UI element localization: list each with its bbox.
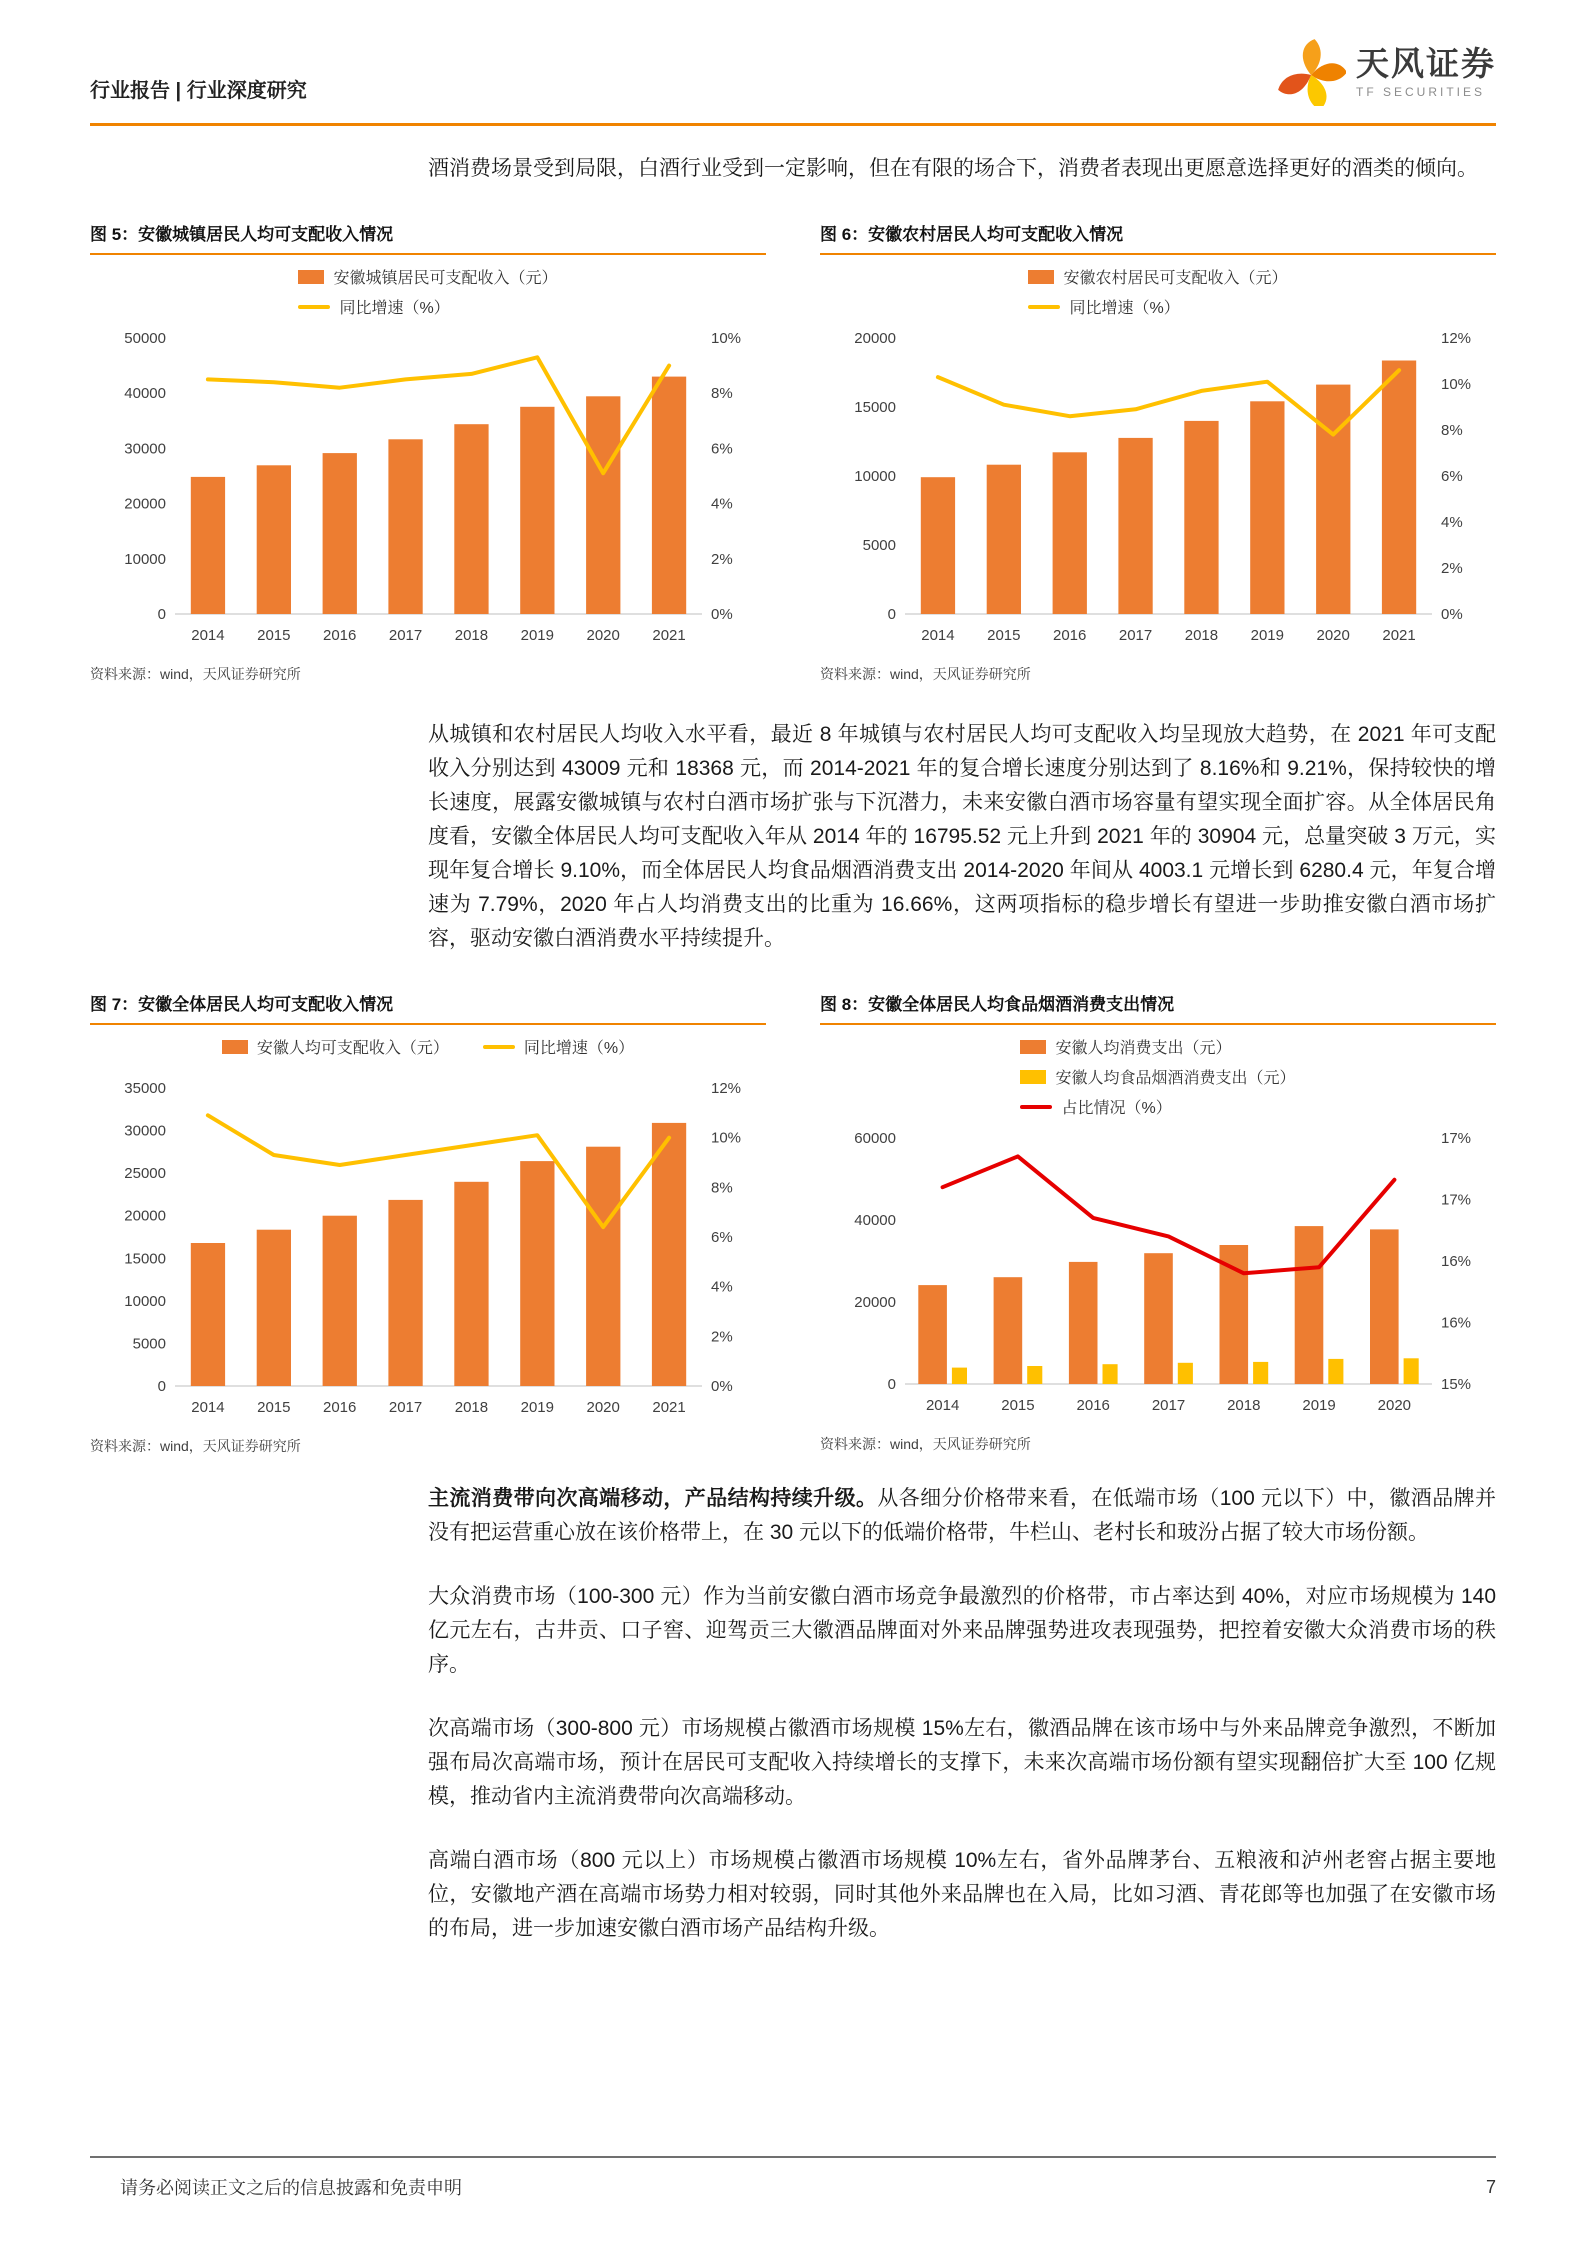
svg-text:4%: 4% [710,495,733,513]
svg-text:0: 0 [157,1378,166,1395]
rural-income-chart [821,324,1496,654]
svg-text:2%: 2% [710,550,733,568]
svg-text:6%: 6% [1440,468,1463,485]
source-note: 资料来源：wind，天风证券研究所 [820,1436,1031,1452]
legend-line-swatch [1020,1105,1052,1109]
legend-line-swatch [483,1045,515,1049]
legend-item [1020,1035,1295,1058]
svg-text:8%: 8% [710,1179,733,1197]
intro-section [428,152,1496,186]
svg-text:2021: 2021 [1381,627,1416,644]
paragraph-rest: 从各细分价格带来看，在低端市场（100 元以下）中，徽酒品牌并没有把运营重心放在该价格带上，在 30 元以下的低端价格带，牛栏山、老村长和玻汾占据了较大市场份额。 [428,1487,1497,1544]
legend-item [298,265,557,288]
brand-logo [1274,34,1496,111]
svg-text:2018: 2018 [1226,1397,1260,1414]
svg-text:2020: 2020 [1377,1397,1411,1414]
market-structure-section [428,1482,1496,1946]
svg-text:60000: 60000 [853,1130,896,1147]
svg-text:2021: 2021 [651,627,686,644]
food-tobacco-alcohol-chart [821,1124,1496,1424]
legend-line-swatch [298,305,330,309]
svg-text:0: 0 [157,606,166,623]
svg-text:15000: 15000 [853,399,896,416]
figure-title: 图 7：安徽全体居民人均可支配收入情况 [90,986,766,1025]
svg-text:2016: 2016 [1076,1397,1110,1414]
svg-text:2017: 2017 [388,1399,422,1416]
svg-text:16%: 16% [1440,1314,1471,1332]
tf-flower-icon [1274,34,1346,111]
legend-box-swatch [298,270,324,284]
svg-text:20000: 20000 [123,1207,166,1225]
svg-text:10000: 10000 [123,550,166,568]
urban-income-chart [91,324,766,654]
legend-item [483,1035,634,1058]
svg-text:2017: 2017 [388,627,422,644]
figure-title: 图 5：安徽城镇居民人均可支配收入情况 [90,216,766,255]
svg-text:2019: 2019 [1301,1397,1336,1414]
paragraph-sub-premium: 次高端市场（300-800 元）市场规模占徽酒市场规模 15%左右，徽酒品牌在该市场中与外来品牌竞争激烈，不断加强布局次高端市场，预计在居民可支配收入持续增长的支撑下，未来次高端市场份额有望实现翻倍扩大至 100 亿规模，推动省内主流消费带向次高端移动。 [428,1717,1496,1808]
svg-text:8%: 8% [710,385,733,403]
svg-text:0: 0 [887,1376,896,1393]
svg-text:2019: 2019 [1250,627,1284,644]
svg-text:10%: 10% [710,330,741,347]
legend-box-swatch [1020,1070,1046,1084]
svg-text:2015: 2015 [1000,1397,1035,1414]
svg-text:40000: 40000 [123,385,166,403]
svg-text:2015: 2015 [986,627,1020,644]
svg-text:16%: 16% [1440,1253,1471,1270]
svg-text:30000: 30000 [123,1122,166,1140]
figure-row-2 [90,986,1496,1456]
source-note: 资料来源：wind，天风证券研究所 [90,1438,301,1454]
svg-text:10000: 10000 [123,1292,166,1310]
svg-text:2019: 2019 [520,627,554,644]
svg-text:35000: 35000 [123,1080,166,1097]
analysis-paragraph: 从城镇和农村居民人均收入水平看，最近 8 年城镇与农村居民人均可支配收入均呈现放大趋势，在 2021 年可支配收入分别达到 43009 元和 18368 元，而 2014-2021 年的复合增长速度分别达到了 8.16%和 9.21%，保持较快的增长速度，展露安徽城镇与农村白酒市场扩张与下沉潜力，未来安徽白酒市场容量有望实现全面扩容。从全体居民角度看，安徽全体居民人均可支配收入年从 2014 年的 16795.52 元上升到 2021 年的 30904 元，总量突破 3 万元，实现年复合增长 9.10%，而全体居民人均食品烟酒消费支出 2014-2020 年间从 4003.1 元增长到 6280.4 元，年复合增速为 7.79%，2020 年占人均消费支出的比重为 16.66%，这两项指标的稳步增长有望进一步助推安徽白酒市场扩容，驱动安徽白酒消费水平持续提升。 [428,723,1496,950]
legend-item [1028,295,1287,318]
svg-text:20000: 20000 [853,1294,896,1311]
svg-text:20000: 20000 [123,495,166,513]
chart-legend [1028,265,1287,318]
page-footer [90,2156,1496,2200]
svg-text:2015: 2015 [256,627,290,644]
paragraph-lead: 主流消费带向次高端移动，产品结构持续升级。 [428,1487,878,1510]
legend-item [1028,265,1287,288]
figure-title: 图 6：安徽农村居民人均可支配收入情况 [820,216,1496,255]
legend-label: 安徽城镇居民可支配收入（元） [333,270,558,287]
legend-item [1020,1065,1295,1088]
svg-text:5000: 5000 [132,1335,166,1353]
legend-label: 安徽人均消费支出（元） [1055,1040,1232,1057]
svg-text:2%: 2% [710,1328,733,1346]
chart-legend [298,265,557,318]
legend-label: 安徽人均可支配收入（元） [256,1040,449,1057]
legend-label: 同比增速（%） [523,1040,635,1057]
svg-text:10000: 10000 [853,468,896,485]
legend-item [298,295,557,318]
brand-name: 天风证券 [1356,44,1496,82]
svg-text:2016: 2016 [1052,627,1086,644]
paragraph-high-end: 高端白酒市场（800 元以上）市场规模占徽酒市场规模 10%左右，省外品牌茅台、五粮液和泸州老窖占据主要地位，安徽地产酒在高端市场势力相对较弱，同时其他外来品牌也在入局，比如习酒、青花郎等也加强了在安徽市场的布局，进一步加速安徽白酒市场产品结构升级。 [428,1849,1496,1940]
brand-text [1356,46,1496,99]
svg-text:0%: 0% [710,1378,733,1395]
svg-text:2014: 2014 [190,627,225,644]
legend-label: 占比情况（%） [1061,1100,1172,1117]
intro-paragraph: 酒消费场景受到局限，白酒行业受到一定影响，但在有限的场合下，消费者表现出更愿意选择更好的酒类的倾向。 [428,157,1478,180]
svg-text:2019: 2019 [520,1399,554,1416]
legend-box-swatch [1028,270,1054,284]
figure-title: 图 8：安徽全体居民人均食品烟酒消费支出情况 [820,986,1496,1025]
overall-income-chart [91,1074,766,1426]
legend-item [222,1035,449,1058]
source-note: 资料来源：wind，天风证券研究所 [820,666,1031,682]
svg-text:2014: 2014 [925,1397,959,1414]
svg-text:15%: 15% [1440,1376,1471,1393]
legend-item [1020,1095,1295,1118]
svg-text:30000: 30000 [123,440,166,458]
svg-text:4%: 4% [710,1278,733,1296]
svg-text:0: 0 [887,606,896,623]
svg-text:2020: 2020 [586,1399,620,1416]
svg-text:2021: 2021 [651,1399,686,1416]
svg-text:5000: 5000 [862,537,896,554]
svg-text:2014: 2014 [920,627,955,644]
svg-text:6%: 6% [710,440,733,458]
svg-text:40000: 40000 [853,1212,896,1229]
svg-text:2014: 2014 [190,1399,225,1416]
legend-box-swatch [222,1040,248,1054]
svg-text:2017: 2017 [1118,627,1152,644]
legend-box-swatch [1020,1040,1046,1054]
paragraph-mass-market: 大众消费市场（100-300 元）作为当前安徽白酒市场竞争最激烈的价格带，市占率达到 40%，对应市场规模为 140 亿元左右，古井贡、口子窖、迎驾贡三大徽酒品牌面对外来品牌强势进攻表现强势，把控着安徽大众消费市场的秩序。 [428,1585,1496,1676]
figure-7 [90,986,766,1456]
legend-label: 同比增速（%） [1069,300,1180,317]
svg-text:12%: 12% [710,1080,741,1097]
page-number: 7 [1485,2176,1496,2197]
svg-text:2020: 2020 [586,627,620,644]
svg-text:10%: 10% [1440,376,1471,393]
svg-text:2%: 2% [1440,560,1463,577]
svg-text:2018: 2018 [454,627,488,644]
svg-text:2015: 2015 [256,1399,290,1416]
svg-text:10%: 10% [710,1129,741,1147]
svg-text:0%: 0% [710,606,733,623]
figure-6 [820,216,1496,684]
svg-text:2017: 2017 [1151,1397,1185,1414]
svg-text:2018: 2018 [1184,627,1218,644]
svg-text:17%: 17% [1440,1191,1471,1209]
figure-8 [820,986,1496,1456]
svg-text:2020: 2020 [1316,627,1350,644]
page-header [90,34,1496,126]
paragraph-low-end [428,1482,1496,1550]
chart-legend [222,1035,634,1058]
svg-text:15000: 15000 [123,1250,166,1268]
figure-row-1 [90,216,1496,684]
legend-label: 安徽农村居民可支配收入（元） [1063,270,1288,287]
chart-legend [1020,1035,1295,1118]
svg-text:2016: 2016 [322,627,356,644]
brand-subtitle: TF SECURITIES [1356,85,1486,100]
svg-text:20000: 20000 [853,330,896,347]
svg-text:8%: 8% [1440,422,1463,439]
footer-disclaimer: 请务必阅读正文之后的信息披露和免责申明 [120,2178,462,2198]
analysis-section [428,718,1496,956]
svg-text:6%: 6% [710,1229,733,1246]
svg-text:4%: 4% [1440,514,1463,531]
svg-text:12%: 12% [1440,330,1471,347]
svg-text:0%: 0% [1440,606,1463,623]
legend-label: 安徽人均食品烟酒消费支出（元） [1055,1070,1296,1087]
source-note: 资料来源：wind，天风证券研究所 [90,666,301,682]
svg-text:2016: 2016 [322,1399,356,1416]
svg-text:25000: 25000 [123,1165,166,1183]
svg-text:2018: 2018 [454,1399,488,1416]
legend-line-swatch [1028,305,1060,309]
breadcrumb: 行业报告 | 行业深度研究 [90,80,307,102]
figure-5 [90,216,766,684]
legend-label: 同比增速（%） [339,300,450,317]
svg-text:50000: 50000 [123,330,166,347]
svg-text:17%: 17% [1440,1130,1471,1147]
